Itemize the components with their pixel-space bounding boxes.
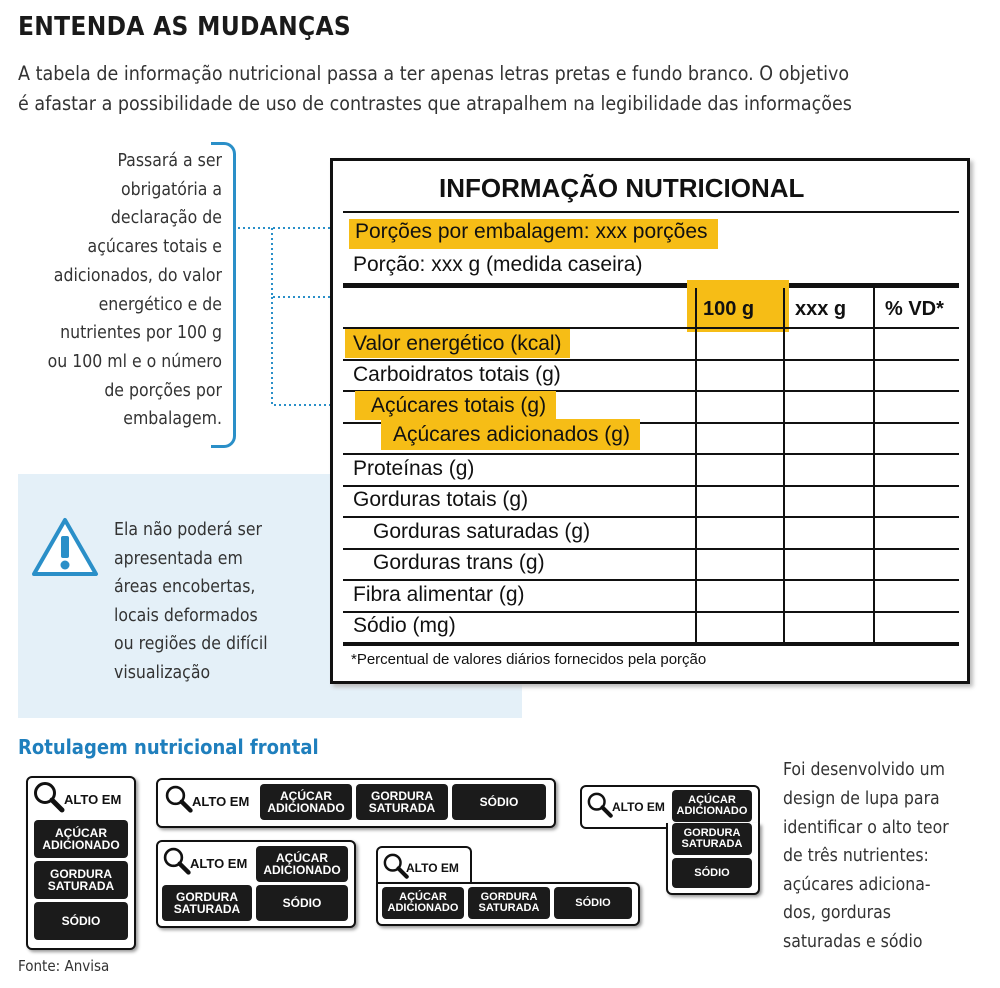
row-line: [343, 611, 959, 613]
left-note-line: declaração de: [110, 208, 222, 228]
cell-gordura: GORDURA SATURADA: [672, 823, 752, 855]
cell-gordura: GORDURA SATURADA: [468, 887, 550, 919]
row-label: Gorduras totais (g): [353, 488, 529, 511]
portion-size: Porção: xxx g (medida caseira): [353, 253, 643, 276]
warning-line: Ela não poderá ser: [114, 520, 263, 540]
right-note-line: açúcares adiciona-: [783, 875, 931, 895]
thick-divider: [343, 283, 959, 288]
row-label: Gorduras saturadas (g): [373, 520, 591, 543]
section-title: Rotulagem nutricional frontal: [18, 735, 319, 759]
cell-gordura: GORDURA SATURADA: [162, 885, 252, 921]
row-line: [343, 516, 959, 518]
warning-line: visualização: [114, 663, 211, 683]
frontal-label-grid: [156, 840, 356, 928]
left-note-line: nutrientes por 100 g: [60, 323, 222, 343]
portions-per-package: Porções por embalagem: xxx porções: [349, 219, 718, 249]
magnifier-icon: [162, 846, 192, 876]
cell-acucar: AÇÚCAR ADICIONADO: [672, 790, 752, 822]
row-label: Açúcares adicionados (g): [381, 419, 640, 450]
label-right-column: [666, 823, 760, 895]
left-note-line: adicionados, do valor: [53, 266, 222, 286]
cell-gordura: GORDURA SATURADA: [34, 861, 128, 899]
row-line: [343, 642, 959, 646]
column-vd: % VD*: [885, 298, 944, 320]
left-note-line: obrigatória a: [120, 180, 222, 200]
frontal-label-horizontal: [156, 778, 556, 828]
page-title: ENTENDA AS MUDANÇAS: [18, 12, 352, 42]
warning-line: apresentada em: [114, 549, 243, 569]
magnifier-icon: [164, 784, 194, 814]
right-note-line: de três nutrientes:: [783, 846, 929, 866]
row-label: Valor energético (kcal): [345, 329, 570, 358]
cell-sodio: SÓDIO: [34, 902, 128, 940]
row-label: Açúcares totais (g): [355, 391, 556, 420]
row-line: [343, 548, 959, 550]
row-label: Gorduras trans (g): [373, 551, 545, 574]
cell-gordura: GORDURA SATURADA: [356, 784, 448, 820]
table-footnote: *Percentual de valores diários fornecidos pela porção: [351, 651, 707, 668]
alto-em-text: ALTO EM: [406, 861, 459, 875]
magnifier-icon: [32, 780, 66, 814]
left-note-line: embalagem.: [123, 409, 222, 429]
column-line: [695, 288, 697, 644]
row-line: [343, 579, 959, 581]
column-100g: 100 g: [703, 298, 755, 320]
cell-acucar: AÇÚCAR ADICIONADO: [260, 784, 352, 820]
nutrition-table-title: INFORMAÇÃO NUTRICIONAL: [439, 173, 805, 203]
row-label: Carboidratos totais (g): [353, 363, 561, 386]
left-note-line: açúcares totais e: [87, 237, 222, 257]
left-note-line: de porções por: [104, 381, 222, 401]
left-note-line: energético e de: [98, 295, 222, 315]
subtitle-line: é afastar a possibilidade de uso de contrastes que atrapalhem na legibilidade das informações: [18, 92, 852, 115]
cell-sodio: SÓDIO: [256, 885, 348, 921]
right-note-line: Foi desenvolvido um: [783, 760, 945, 780]
row-label: Proteínas (g): [353, 457, 475, 480]
cell-acucar: AÇÚCAR ADICIONADO: [34, 820, 128, 858]
row-line: [343, 453, 959, 455]
column-portion: xxx g: [795, 298, 847, 320]
cell-sodio: SÓDIO: [452, 784, 546, 820]
cell-sodio: SÓDIO: [672, 858, 752, 888]
subtitle-line: A tabela de informação nutricional passa a ter apenas letras pretas e fundo branco. O objetivo: [18, 62, 850, 85]
alto-em-text: ALTO EM: [64, 792, 122, 807]
cell-acucar: AÇÚCAR ADICIONADO: [256, 846, 348, 882]
row-label: Sódio (mg): [353, 614, 456, 637]
warning-line: áreas encobertas,: [114, 577, 256, 597]
left-note-line: ou 100 ml e o número: [47, 352, 222, 372]
magnifier-icon: [586, 791, 614, 819]
right-note-line: identificar o alto teor: [783, 818, 949, 838]
row-label: Fibra alimentar (g): [353, 583, 525, 606]
warning-triangle-icon: [30, 516, 100, 578]
warning-line: locais deformados: [114, 606, 258, 626]
right-note-line: saturadas e sódio: [783, 932, 923, 952]
alto-em-text: ALTO EM: [612, 800, 665, 814]
source-credit: Fonte: Anvisa: [18, 957, 110, 975]
right-note-line: design de lupa para: [783, 789, 940, 809]
warning-line: ou regiões de difícil: [114, 634, 268, 654]
divider: [343, 211, 959, 213]
column-line: [873, 288, 875, 644]
cell-sodio: SÓDIO: [554, 887, 632, 919]
nutrition-table: [330, 158, 970, 684]
frontal-label-vertical: [26, 776, 136, 950]
left-note-line: Passará a ser: [117, 151, 222, 171]
alto-em-text: ALTO EM: [192, 794, 250, 809]
right-note-line: dos, gorduras: [783, 903, 891, 923]
label-bottom-row: [376, 882, 640, 926]
row-line: [343, 485, 959, 487]
column-line: [783, 288, 785, 644]
row-line: [343, 359, 959, 361]
alto-em-text: ALTO EM: [190, 856, 248, 871]
cell-acucar: AÇÚCAR ADICIONADO: [382, 887, 464, 919]
